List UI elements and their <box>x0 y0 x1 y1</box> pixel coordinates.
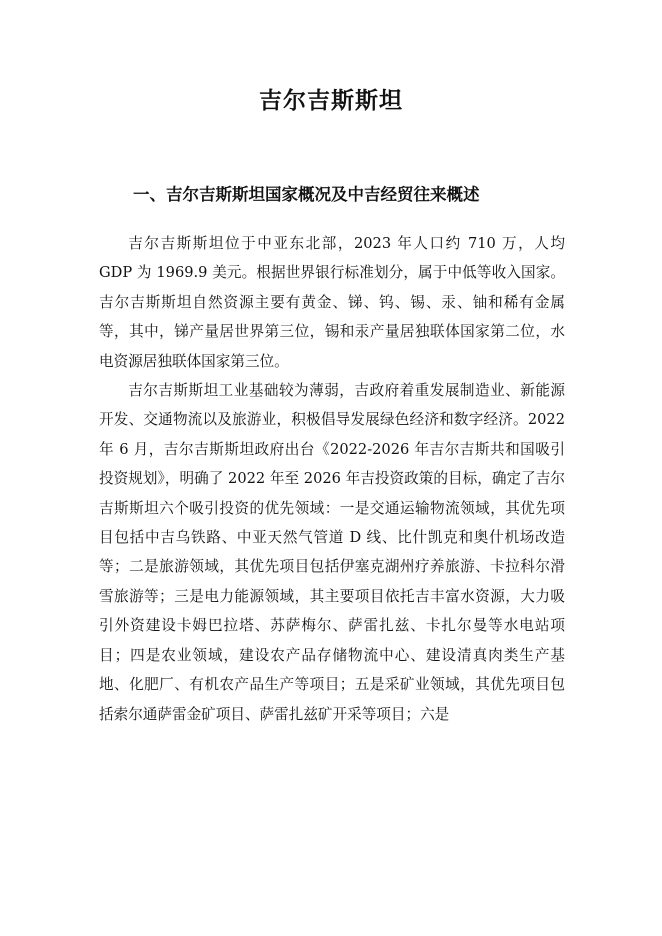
section-heading: 一、吉尔吉斯斯坦国家概况及中吉经贸往来概述 <box>133 185 480 204</box>
document-body <box>99 229 565 729</box>
paragraph: 吉尔吉斯斯坦位于中亚东北部，2023 年人口约 710 万，人均 GDP 为 1969.9 美元。根据世界银行标准划分，属于中低等收入国家。吉尔吉斯斯坦自然资源主要有黄金、锑、钨、锡、汞、铀和稀有金属等，其中，锑产量居世界第三位，锡和汞产量居独联体国家第二位，水电资源居独联体国家第三位。 <box>99 235 565 370</box>
document-title: 吉尔吉斯斯坦 <box>259 88 403 114</box>
paragraph: 吉尔吉斯斯坦工业基础较为薄弱，吉政府着重发展制造业、新能源开发、交通物流以及旅游业，积极倡导发展绿色经济和数字经济。2022 年 6 月，吉尔吉斯斯坦政府出台《2022-2026 年吉尔吉斯共和国吸引投资规划》，明确了 2022 年至 2026 年吉投资政策的目标，确定了吉尔吉斯斯坦六个吸引投资的优先领域：一是交通运输物流领域，其优先项目包括中吉乌铁路、中亚天然气管道 D 线、比什凯克和奥什机场改造等；二是旅游领域，其优先项目包括伊塞克湖州疗养旅游、卡拉科尔滑雪旅游等；三是电力能源领域，其主要项目依托吉丰富水资源，大力吸引外资建设卡姆巴拉塔、苏萨梅尔、萨雷扎兹、卡扎尔曼等水电站项目；四是农业领域，建设农产品存储物流中心、建设清真肉类生产基地、化肥厂、有机农产品生产等项目；五是采矿业领域，其优先项目包括索尔通萨雷金矿项目、萨雷扎兹矿开采等项目；六是 <box>99 382 565 723</box>
